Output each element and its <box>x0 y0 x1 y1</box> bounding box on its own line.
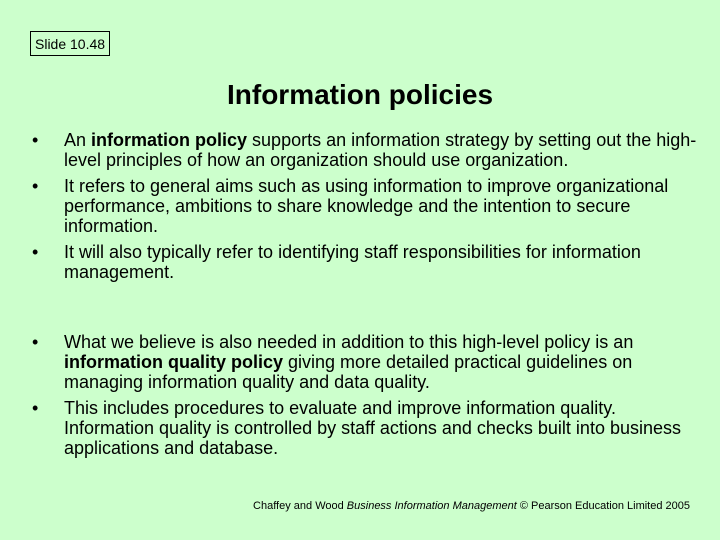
footer-publisher: © Pearson Education Limited 2005 <box>516 500 690 512</box>
copyright-footer <box>253 499 690 513</box>
bullet-dot-icon: • <box>32 398 39 418</box>
bullet-text-post: giving more detailed practical guidelines on managing information quality and data quality. <box>64 352 633 392</box>
bullet-list-quality-policy <box>32 332 702 464</box>
bullet-text-bold: information policy <box>91 130 248 150</box>
bullet-text-pre: What we believe is also needed in addition to this high-level policy is an <box>64 332 634 352</box>
bullet-item <box>32 242 702 282</box>
bullet-item <box>32 130 702 170</box>
bullet-text-bold: information quality policy <box>64 352 284 372</box>
bullet-dot-icon: • <box>32 130 39 150</box>
bullet-item <box>32 398 702 458</box>
footer-authors: Chaffey and Wood <box>253 500 347 512</box>
bullet-text-pre: An <box>64 130 92 150</box>
bullet-text-pre: It refers to general aims such as using information to improve organizational performance, ambitions to share knowledge and the intention to secure information. <box>64 176 669 236</box>
bullet-text-post: supports an information strategy by setting out the high-level principles of how an organization should use organization. <box>64 130 697 170</box>
footer-book-title: Business Information Management <box>346 500 517 512</box>
bullet-item <box>32 332 702 392</box>
bullet-dot-icon: • <box>32 332 39 352</box>
bullet-item <box>32 176 702 236</box>
slide-number-label: Slide 10.48 <box>30 31 110 56</box>
bullet-dot-icon: • <box>32 176 39 196</box>
bullet-dot-icon: • <box>32 242 39 262</box>
bullet-text-pre: This includes procedures to evaluate and improve information quality. Information quality is controlled by staff actions and checks built into business applications and database. <box>64 398 682 458</box>
bullet-list-policy <box>32 130 702 288</box>
bullet-text-pre: It will also typically refer to identifying staff responsibilities for information management. <box>64 242 641 282</box>
slide-title: Information policies <box>226 79 494 110</box>
